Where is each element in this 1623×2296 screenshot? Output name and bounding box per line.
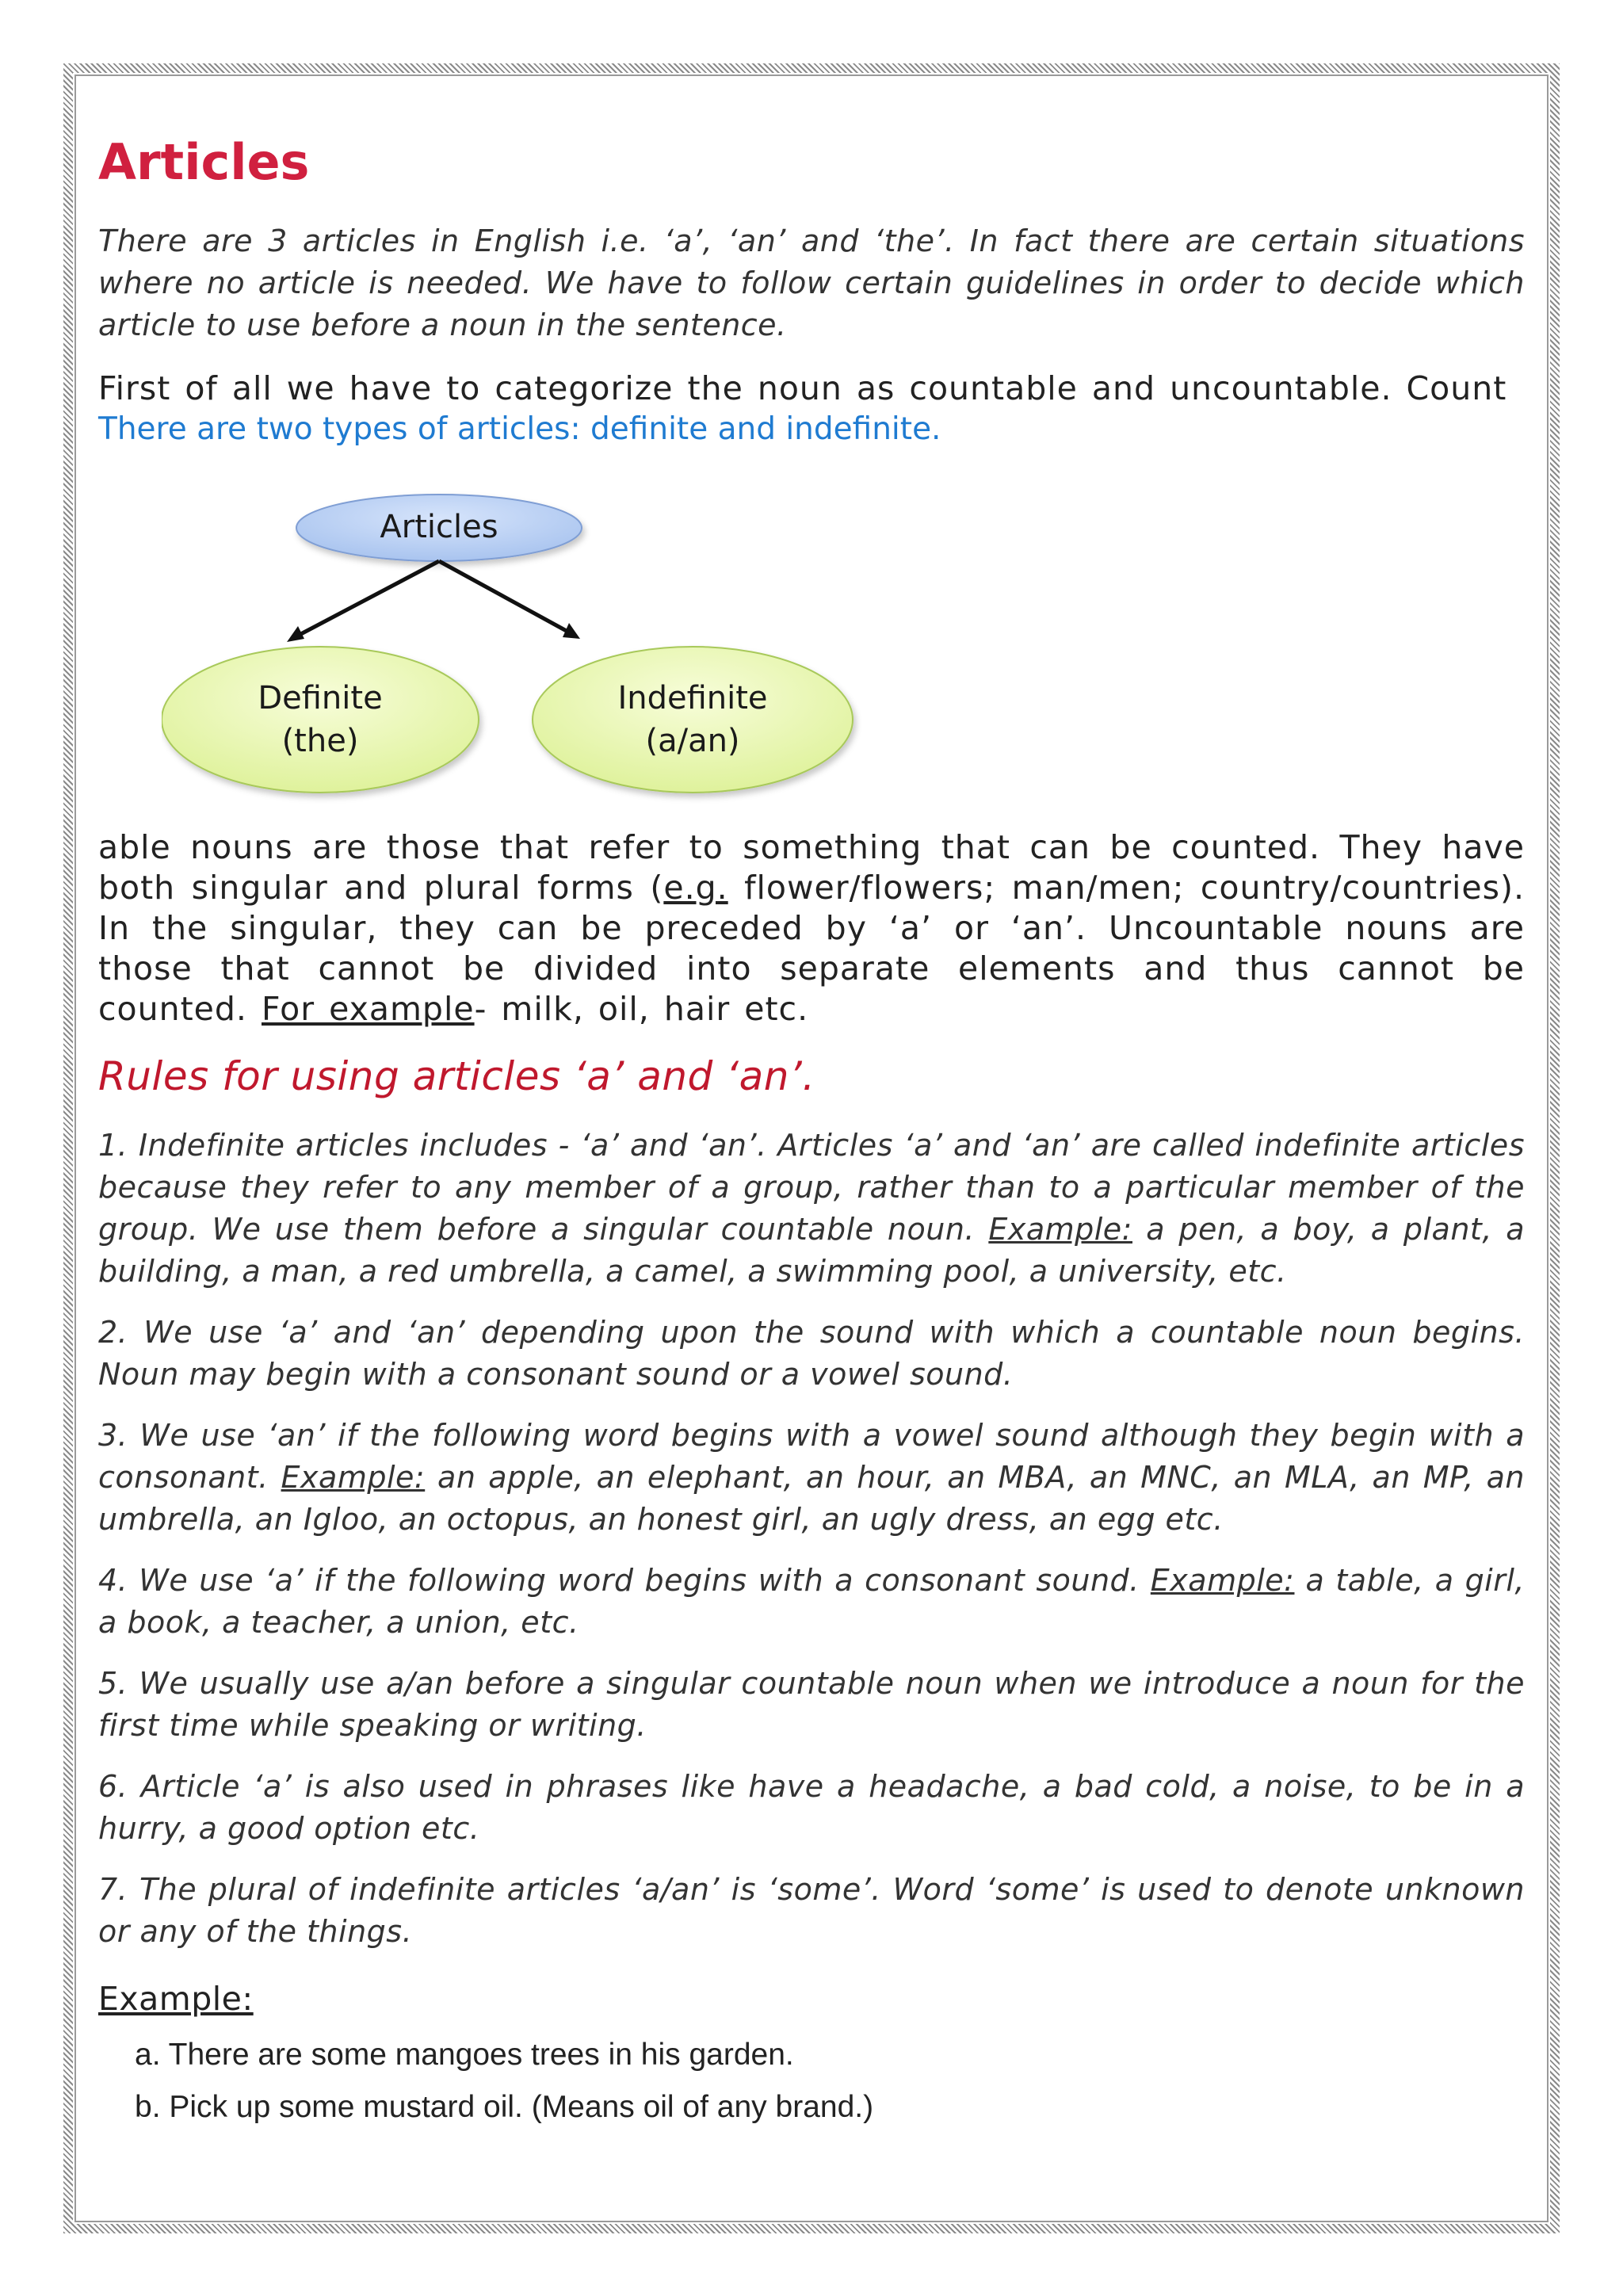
countable-text-3: - milk, oil, hair etc. (474, 990, 809, 1028)
example-list (135, 2029, 1525, 2134)
indefinite-node-label (533, 677, 853, 762)
countable-text-1: able nouns are those that refer to something that can be counted. They have both singular and plural forms ( (98, 828, 1525, 907)
countable-paragraph-start: First of all we have to categorize the noun as countable and uncountable. Count (98, 369, 1507, 407)
arrowhead-left (287, 626, 304, 642)
rule-1-example-label: Example: (988, 1212, 1132, 1247)
page-title: Articles (98, 133, 310, 191)
rule-1-examples: a pen, a boy, a plant, a building, a man, a red umbrella, a camel, a swimming pool, a university, etc. (98, 1212, 1525, 1289)
rule-4-example-label: Example: (1150, 1563, 1295, 1598)
definite-label-line1: Definite (258, 680, 383, 716)
indefinite-label-line2: (a/an) (645, 723, 740, 759)
intro-paragraph: There are 3 articles in English i.e. ‘a’, ‘an’ and ‘the’. In fact there are certain situations where no article is needed. We have to follow certain guidelines in order to decide which article to use before a noun in the sentence. (98, 223, 1525, 342)
rule-4-text: 4. We use ‘a’ if the following word begins with a consonant sound. (98, 1563, 1151, 1598)
rules-heading: Rules for using articles ‘a’ and ‘an’. (98, 1053, 815, 1099)
example-heading: Example: (98, 1980, 254, 2018)
definite-node-label (162, 677, 479, 762)
definite-label-line2: (the) (281, 723, 359, 759)
rule-6: 6. Article ‘a’ is also used in phrases like have a headache, a bad cold, a noise, to be in a hurry, a good option etc. (98, 1769, 1525, 1846)
rule-1 (98, 1125, 1525, 1293)
rule-3-example-label: Example: (281, 1460, 426, 1495)
rule-1-text: 1. Indefinite articles includes - ‘a’ and ‘an’. Articles ‘a’ and ‘an’ are called indefinite articles because they refer to any member of a group, rather than to a particular member of the group. We use them before a singular countable noun. (98, 1128, 1525, 1247)
rule-3-examples: an apple, an elephant, an hour, an MBA, an MNC, an MLA, an MP, an umbrella, an Igloo, an octopus, an honest girl, an ugly dress, an egg etc. (98, 1460, 1525, 1537)
root-node-label: Articles (380, 509, 498, 545)
rule-5: 5. We usually use a/an before a singular countable noun when we introduce a noun for the first time while speaking or writing. (98, 1666, 1525, 1743)
countable-paragraph-rest (98, 827, 1525, 1030)
rule-3-text: 3. We use ‘an’ if the following word begins with a vowel sound although they begin with a consonant. (98, 1418, 1525, 1495)
eg-underlined: e.g. (663, 869, 728, 907)
document-content (98, 127, 1525, 2134)
rule-3 (98, 1415, 1525, 1541)
rule-4 (98, 1560, 1525, 1644)
example-item: a. There are some mangoes trees in his garden. (135, 2038, 794, 2072)
countable-text-2: flower/flowers; man/men; country/countries). In the singular, they can be preceded by ‘a’ or ‘an’. Uncountable nouns are those that cannot be divided into separate elements and thus cannot be counted. (98, 869, 1525, 1028)
rule-7: 7. The plural of indefinite articles ‘a/an’ is ‘some’. Word ‘some’ is used to denote unknown or any of the things. (98, 1872, 1525, 1949)
rule-2: 2. We use ‘a’ and ‘an’ depending upon the sound with which a countable noun begins. Noun may begin with a consonant sound or a vowel sound. (98, 1315, 1525, 1392)
articles-diagram (162, 480, 954, 821)
rule-4-examples: a table, a girl, a book, a teacher, a union, etc. (98, 1563, 1526, 1640)
arrow-left (295, 561, 439, 637)
for-example-underlined: For example (262, 990, 475, 1028)
article-types-line: There are two types of articles: definite and indefinite. (98, 411, 941, 447)
indefinite-label-line1: Indefinite (617, 680, 768, 716)
arrow-right (439, 561, 572, 634)
example-item: b. Pick up some mustard oil. (Means oil of any brand.) (135, 2090, 874, 2124)
